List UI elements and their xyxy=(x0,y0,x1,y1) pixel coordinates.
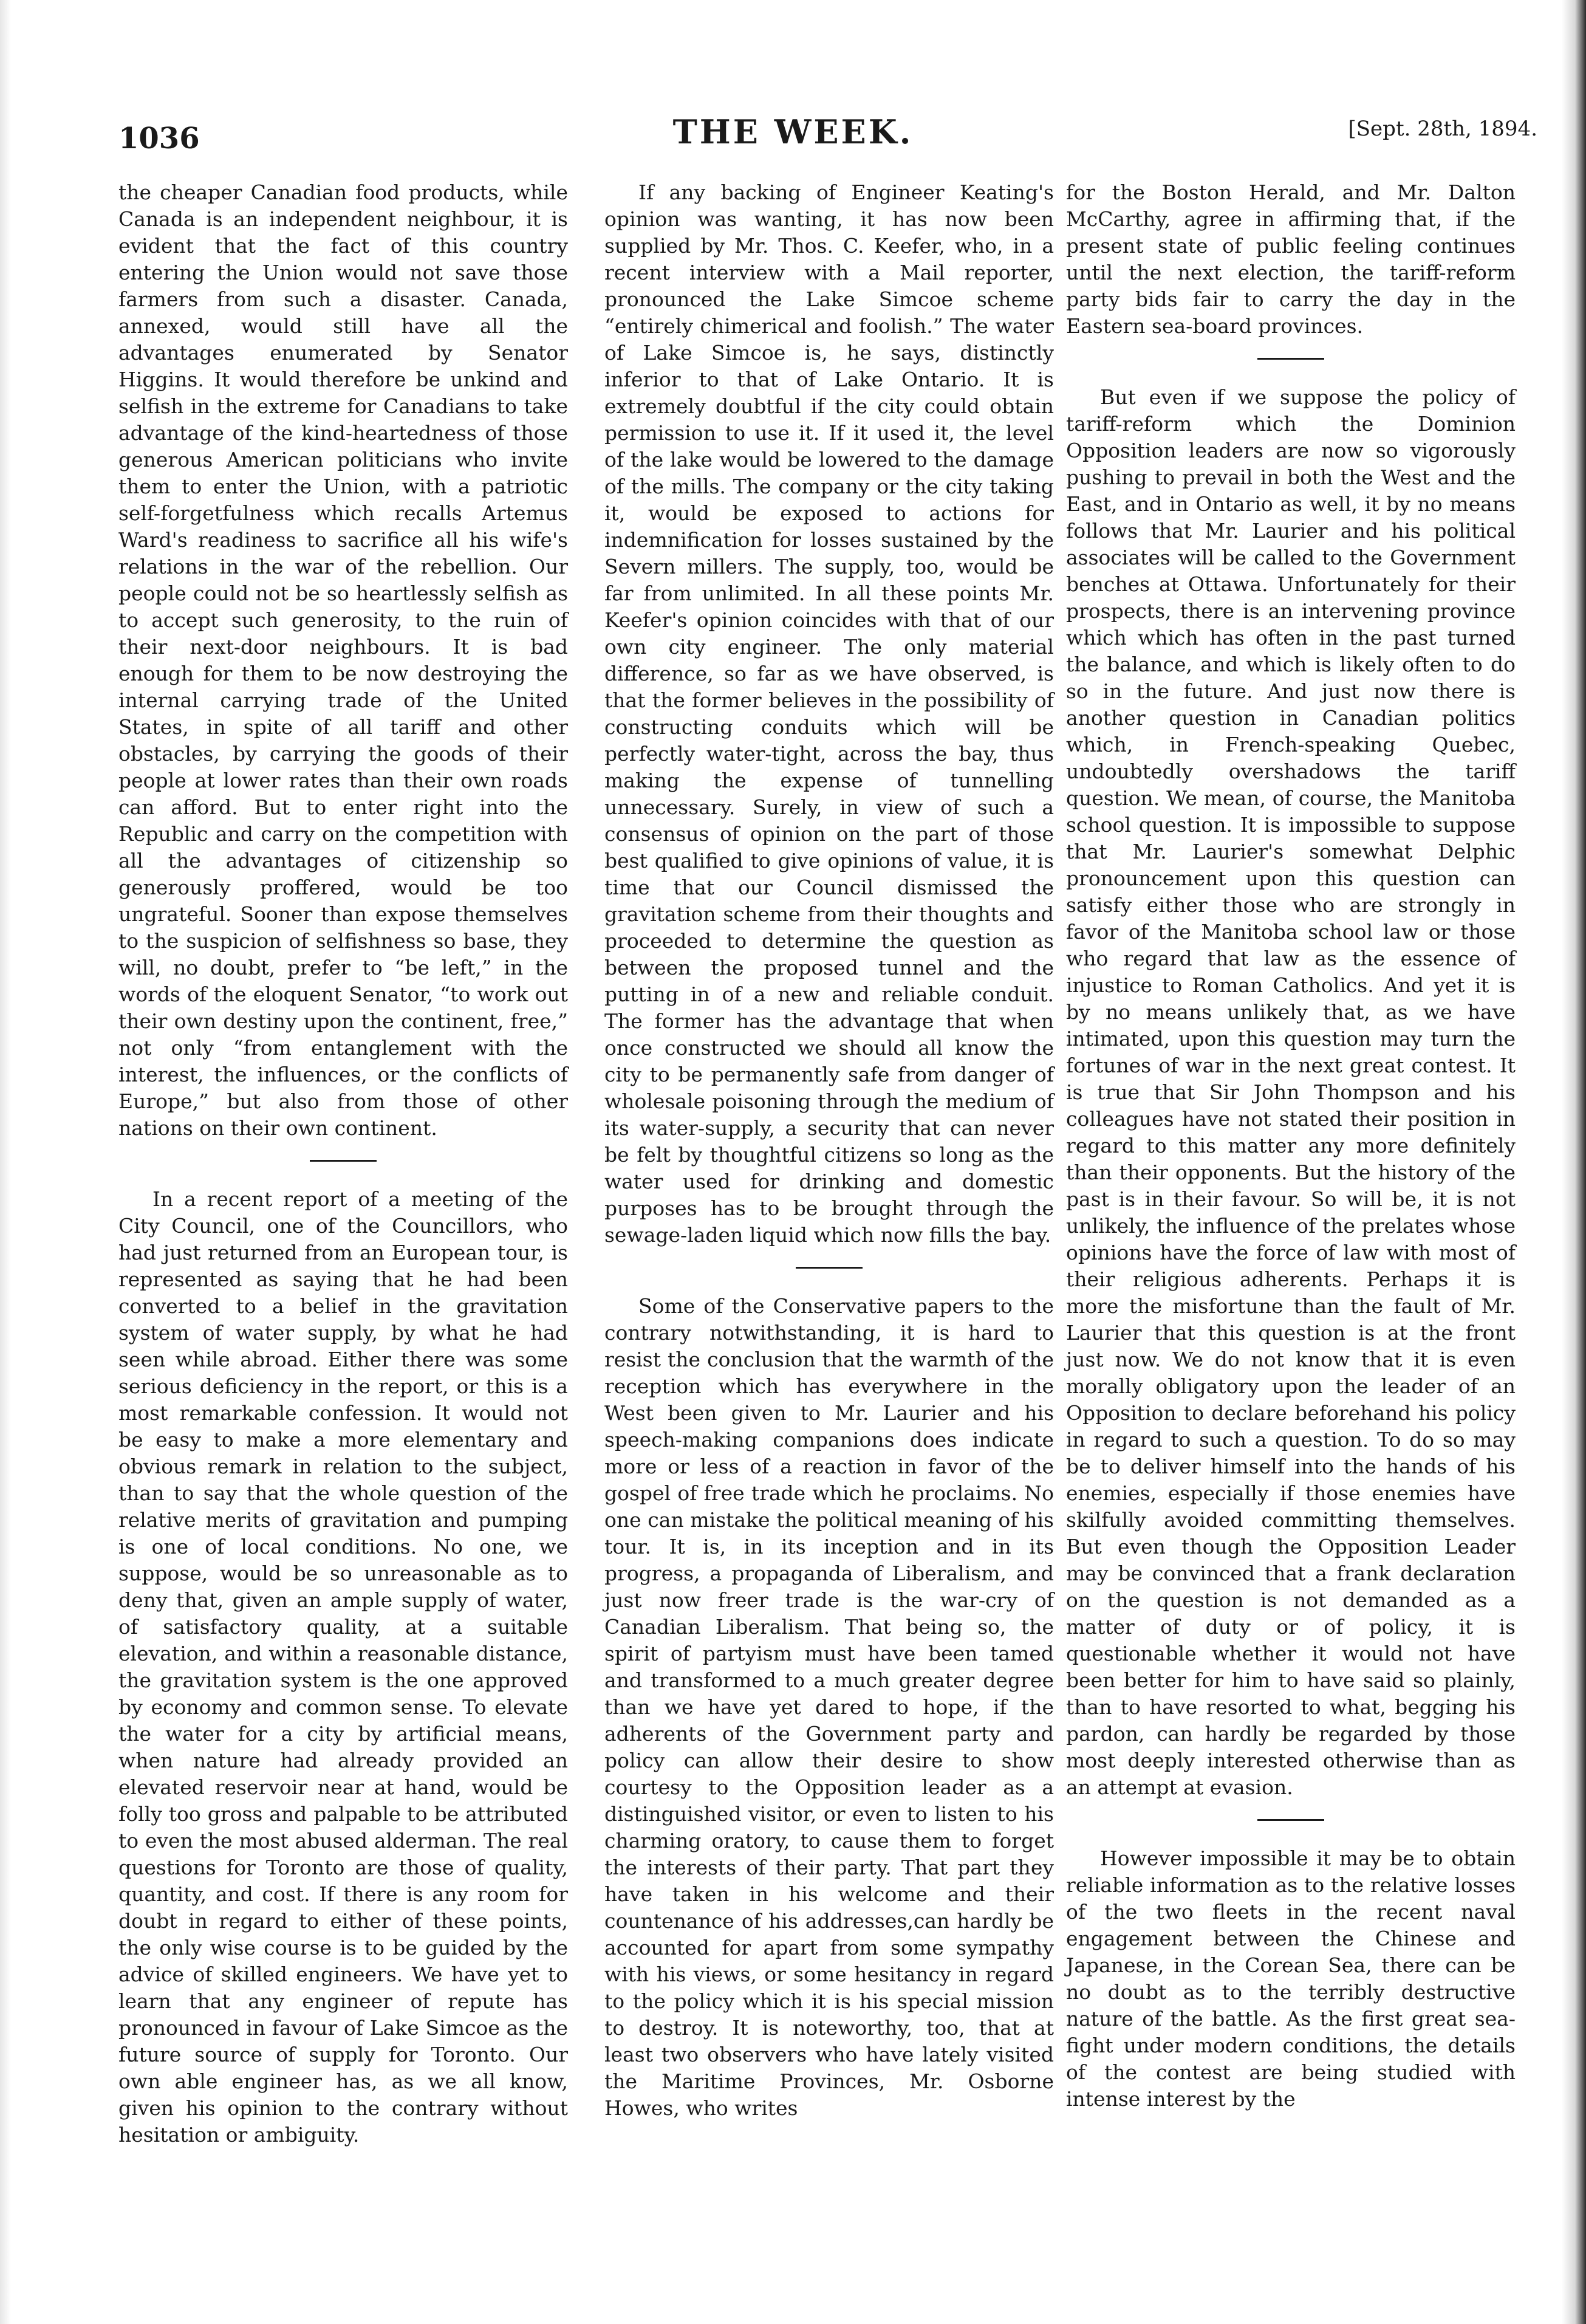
page-left-margin xyxy=(0,0,11,2324)
section-divider xyxy=(310,1160,377,1162)
paragraph: In a recent report of a meeting of the City Council, one of the Councillors, who had just returned from an European tour, is represented as saying that he had been converted to a belief in the gravitation system of water supply, by what he had seen while abroad. Either there was some serious deficiency in the report, or this is a most remarkable confession. It would not be easy to make a more elementary and obvious remark in relation to the subject, than to say that the whole question of the relative merits of gravitation and pumping is one of local conditions. No one, we suppose, would be so unreasonable as to deny that, given an ample supply of water, of satisfactory quality, at a suitable elevation, and within a reasonable distance, the gravitation system is the one approved by economy and common sense. To elevate the water for a city by artificial means, when nature had already provided an elevated reservoir near at hand, would be folly too gross and palpable to be attributed to even the most abused alderman. The real questions for Toronto are those of quality, quantity, and cost. If there is any room for doubt in regard to either of these points, the only wise course is to be guided by the advice of skilled engineers. We have yet to learn that any engineer of repute has pronounced in favour of Lake Simcoe as the future source of supply for Toronto. Our own able engineer has, as we all know, given his opinion to the contrary without hesitation or ambiguity. xyxy=(118,1187,568,2147)
section-divider xyxy=(796,1267,863,1269)
paragraph: Some of the Conservative papers to the contrary notwithstanding, it is hard to resist the conclusion that the warmth of the reception which has everywhere in the West been given to Mr. Laurier and his speech-making companions does indicate more or less of a reaction in favor of the gospel of free trade which he proclaims. No one can mistake the political meaning of his tour. It is, in its inception and in its progress, a propaganda of Liberalism, and just now freer trade is the war-cry of Canadian Liberalism. That being so, the spirit of partyism must have been tamed and transformed to a much greater degree than we have yet dared to hope, if the adherents of the Government party and policy can allow their desire to show courtesy to the Opposition leader as a distinguished visitor, or even to listen to his charming oratory, to cause them to forget the interests of their party. That part they have taken in his welcome and their countenance of his addresses,can hardly be accounted for apart from some sympathy with his views, or some hesitancy in regard to the policy which it is his special mission to destroy. It is noteworthy, too, that at least two observers who have lately visited the Maritime Provinces, Mr. Osborne Howes, who writes xyxy=(604,1294,1054,2120)
paragraph: But even if we suppose the policy of tariff-reform which the Dominion Opposition leaders are now so vigorously pushing to prevail in both the West and the East, and in Ontario as well, it by no means follows that Mr. Laurier and his political associates will be called to the Government benches at Ottawa. Unfortunately for their prospects, there is an intervening province which which has often in the past turned the balance, and which is likely often to do so in the future. And just now there is another question in Canadian politics which, in French-speaking Quebec, undoubtedly overshadows the tariff question. We mean, of course, the Manitoba school question. It is impossible to suppose that Mr. Laurier's somewhat Delphic pronouncement upon this question can satisfy either those who are strongly in favor of the Manitoba school law or those who regard that law as the essence of injustice to Roman Catholics. And yet it is by no means unlikely that, as we have intimated, upon this question may turn the fortunes of war in the next great contest. It is true that Sir John Thompson and his colleagues have not stated their position in regard to this matter any more definitely than their opponents. But the history of the past is in their favour. So will be, it is not unlikely, the influence of the prelates whose opinions have the force of law with most of their religious adherents. Perhaps it is more the misfortune than the fault of Mr. Laurier that this question is at the front just now. We do not know that it is even morally obligatory upon the leader of an Opposition to declare beforehand his policy in regard to such a question. To do so may be to deliver himself into the hands of his enemies, especially if those enemies have skilfully avoided committing themselves. But even though the Opposition Leader may be convinced that a frank declaration on the question is not demanded as a matter of duty or of policy, it is questionable whether it would not have been better for him to have said so plainly, than to have resorted to what, begging his pardon, can hardly be regarded by those most deeply interested otherwise than as an attempt at evasion. xyxy=(1066,385,1516,1799)
section-divider xyxy=(1257,358,1324,360)
page-header xyxy=(0,109,1586,164)
paragraph: However impossible it may be to obtain reliable information as to the relative losses of the two fleets in the recent naval engagement between the Chinese and Japanese, in the Corean Sea, there can be no doubt as to the terribly destructive nature of the battle. As the first great sea-fight under modern conditions, the details of the contest are being studied with intense interest by the xyxy=(1066,1846,1516,2111)
column-1 xyxy=(118,179,568,2148)
column-2 xyxy=(604,179,1054,2122)
paragraph: the cheaper Canadian food products, while Canada is an independent neighbour, it is evident that the fact of this country entering the Union would not save those farmers from such a disaster. Canada, annexed, would still have all the advantages enumerated by Senator Higgins. It would therefore be unkind and selfish in the extreme for Canadians to take advantage of the kind-heartedness of those generous American politicians who invite them to enter the Union, with a patriotic self-forgetfulness which recalls Artemus Ward's readiness to sacrifice all his wife's relations in the war of the rebellion. Our people could not be so heartlessly selfish as to accept such generosity, to the ruin of their next-door neighbours. It is bad enough for them to be now destroying the internal carrying trade of the United States, in spite of all tariff and other obstacles, by carrying the goods of their people at lower rates than their own roads can afford. But to enter right into the Republic and carry on the competition with all the advantages of citizenship so generously proffered, would be too ungrateful. Sooner than expose themselves to the suspicion of selfishness so base, they will, no doubt, prefer to “be left,” in the words of the eloquent Senator, “to work out their own destiny upon the continent, free,” not only “from entanglement with the interest, the influences, or the conflicts of Europe,” but also from those of other nations on their own continent. xyxy=(118,180,568,1140)
issue-date: [Sept. 28th, 1894. xyxy=(1348,117,1537,141)
column-3 xyxy=(1066,179,1516,2113)
section-divider xyxy=(1257,1819,1324,1821)
paragraph: for the Boston Herald, and Mr. Dalton McCarthy, agree in affirming that, if the present state of public feeling continues until the next election, the tariff-reform party bids fair to carry the day in the Eastern sea-board provinces. xyxy=(1066,180,1516,338)
page-number: 1036 xyxy=(118,122,200,156)
paragraph: If any backing of Engineer Keating's opinion was wanting, it has now been supplied by Mr. Thos. C. Keefer, who, in a recent interview with a Mail reporter, pronounced the Lake Simcoe scheme “entirely chimerical and foolish.” The water of Lake Simcoe is, he says, distinctly inferior to that of Lake Ontario. It is extremely doubtful if the city could obtain permission to use it. If it used it, the level of the lake would be lowered to the damage of the mills. The company or the city taking it, would be exposed to actions for indemnification for losses sustained by the Severn millers. The supply, too, would be far from unlimited. In all these points Mr. Keefer's opinion coincides with that of our own city engineer. The only material difference, so far as we have observed, is that the former believes in the possibility of constructing conduits which will be perfectly water-tight, across the bay, thus making the expense of tunnelling unnecessary. Surely, in view of such a consensus of opinion on the part of those best qualified to give opinions of value, it is time that our Council dismissed the gravitation scheme from their thoughts and proceeded to determine the question as between the proposed tunnel and the putting in of a new and reliable conduit. The former has the advantage that when once constructed we should all know the city to be permanently safe from danger of wholesale poisoning through the medium of its water-supply, a security that can never be felt by thoughtful citizens so long as the water used for drinking and domestic purposes has to be brought through the sewage-laden liquid which now fills the bay. xyxy=(604,180,1054,1247)
journal-title: THE WEEK. xyxy=(672,112,914,151)
page-binding-edge xyxy=(1562,0,1586,2324)
